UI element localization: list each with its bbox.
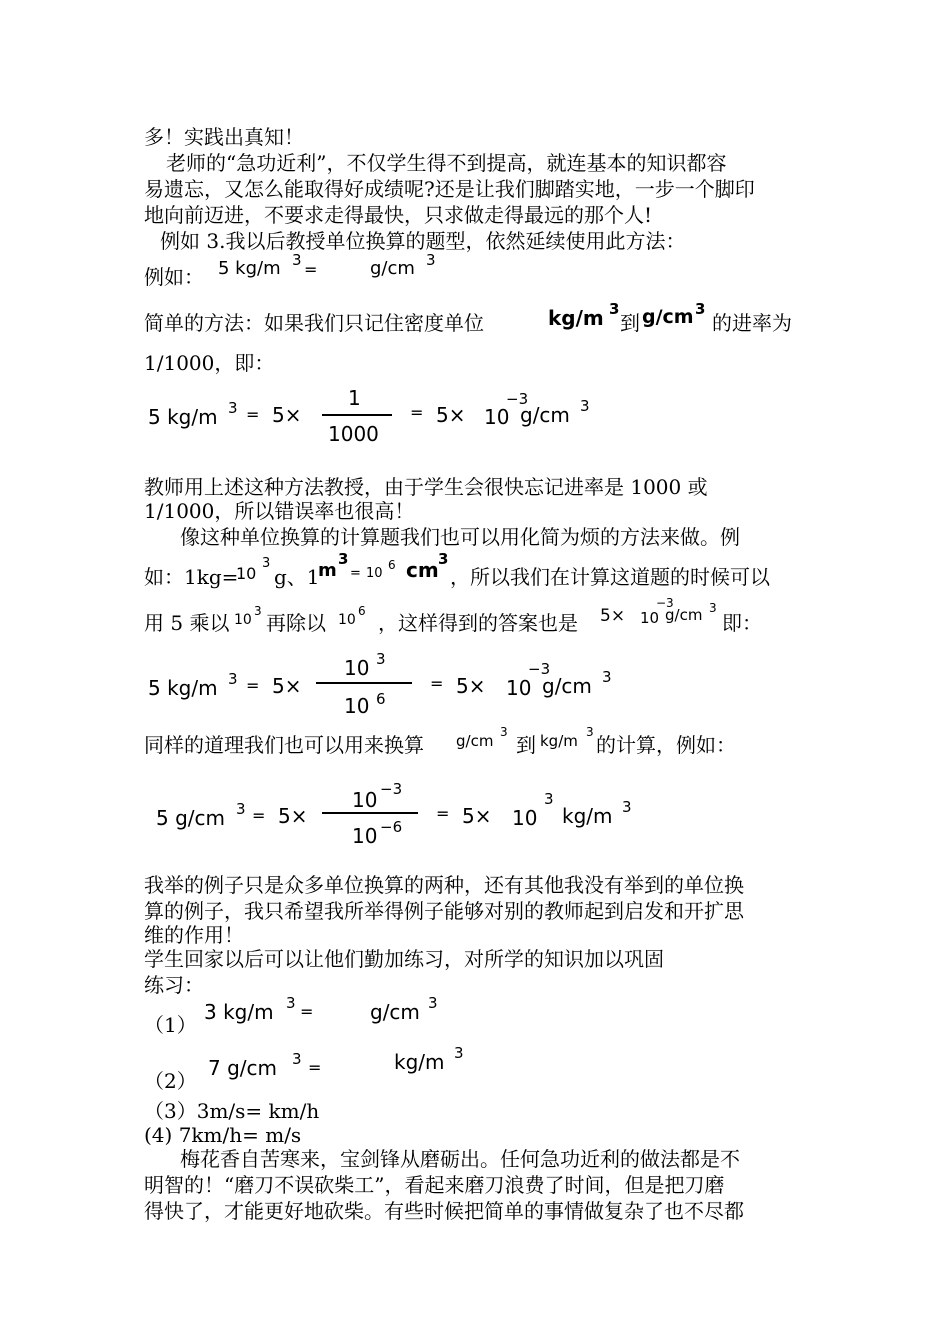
math-term: 5 kg/m [218, 258, 281, 279]
paragraph-line: 算的例子，我只希望我所举得例子能够对别的教师起到启发和开扩思 [144, 899, 744, 923]
superscript: 3 [338, 550, 349, 568]
superscript: 3 [438, 550, 449, 568]
math-term: g/cm [665, 606, 703, 624]
superscript: 3 [236, 800, 246, 818]
text-span: ，这样得到的答案也是 [378, 611, 578, 635]
text-span: 的进率为 [712, 311, 792, 335]
superscript: 6 [388, 558, 396, 572]
superscript: 3 [292, 251, 302, 269]
math-term: 10 [640, 609, 660, 627]
math-term: cm [406, 558, 439, 582]
paragraph-line [144, 310, 484, 336]
paragraph-line: 老师的“急功近利”，不仅学生得不到提高，就连基本的知识都容 [166, 151, 727, 175]
denominator: 1000 [328, 422, 379, 446]
math-term: 5× [272, 403, 302, 427]
paragraph-line: 例如 3.我以后教授单位换算的题型，依然延续使用此方法： [160, 229, 686, 253]
math-term: kg/m [548, 306, 604, 330]
exercise-number: （1） [144, 1013, 197, 1037]
text-span: 再除以 [266, 611, 326, 635]
superscript: 3 [228, 399, 238, 417]
paragraph-line: 得快了，才能更好地砍柴。有些时候把简单的事情做复杂了也不尽都 [144, 1199, 744, 1223]
math-term: 5× [462, 804, 492, 828]
superscript: −6 [380, 818, 403, 836]
fraction-bar [316, 682, 412, 684]
superscript: 3 [622, 798, 632, 816]
paragraph-line: 学生回家以后可以让他们勤加练习，对所学的知识加以巩固 [144, 947, 664, 971]
text-span: 简单的方法：如果我们只记住密度单位 [144, 311, 484, 335]
superscript: −3 [380, 780, 403, 798]
superscript: 6 [376, 690, 386, 708]
math-term: g/cm [520, 403, 570, 427]
equals-sign: = [436, 804, 450, 823]
exercise-line: （3）3m/s= km/h [144, 1099, 320, 1123]
paragraph-line: 梅花香自苦寒来，宝剑锋从磨砺出。任何急功近利的做法都是不 [180, 1147, 740, 1171]
math-term: kg/m [540, 732, 578, 750]
exercise-line: (4) 7km/h= m/s [144, 1123, 302, 1147]
superscript: 3 [580, 397, 590, 415]
superscript: −3 [506, 390, 529, 408]
text-span: 如：1kg= [144, 565, 239, 589]
text-span: 的计算，例如： [596, 733, 736, 757]
superscript: 3 [586, 725, 594, 739]
math-term: 5 kg/m [148, 676, 218, 700]
math-expression [218, 258, 281, 279]
math-term: kg/m [562, 804, 613, 828]
text-span: g、1 [274, 565, 320, 589]
math-term: 5× [436, 403, 466, 427]
math-term: 5 kg/m [148, 405, 218, 429]
denominator: 10 [352, 824, 378, 848]
math-term: 10 [234, 612, 252, 628]
numerator: 10 [352, 788, 378, 812]
paragraph-line: 地向前迈进，不要求走得最快，只求做走得最远的那个人! [144, 203, 653, 227]
math-term: g/cm [370, 258, 415, 279]
superscript: 6 [358, 604, 366, 618]
math-term: 10 [236, 564, 257, 583]
superscript: −3 [528, 660, 551, 678]
fraction-bar [322, 414, 392, 416]
paragraph-line: 1/1000，所以错误率也很高！ [144, 499, 415, 523]
paragraph-line: 易遗忘，又怎么能取得好成绩呢?还是让我们脚踏实地，一步一个脚印 [144, 177, 755, 201]
text-span: ，所以我们在计算这道题的时候可以 [450, 565, 770, 589]
paragraph-line: 多！实践出真知！ [144, 125, 304, 149]
superscript: 3 [695, 300, 706, 318]
math-term: g/cm [456, 732, 494, 750]
paragraph-line: 维的作用！ [144, 923, 244, 947]
math-term: 10 [512, 806, 538, 830]
numerator: 10 [344, 656, 370, 680]
superscript: −3 [656, 596, 674, 610]
paragraph-line: 教师用上述这种方法教授，由于学生会很快忘记进率是 1000 或 [144, 475, 708, 499]
math-term: 10 [338, 612, 356, 628]
math-term: kg/m [394, 1050, 445, 1074]
text-span: 到 [516, 733, 536, 757]
math-term: 5× [456, 674, 486, 698]
equals-sign: = [300, 1002, 314, 1021]
text-span: 即： [722, 611, 762, 635]
equals-sign: = [246, 676, 260, 695]
equals-sign: = [252, 806, 266, 825]
example-label: 例如： [144, 265, 204, 289]
math-term: 10 [506, 676, 532, 700]
superscript: 3 [428, 994, 438, 1012]
equals-sign: = [430, 674, 444, 693]
math-term: g/cm [370, 1000, 420, 1024]
equals-sign: = [304, 260, 318, 279]
denominator: 10 [344, 694, 370, 718]
paragraph-line: 我举的例子只是众多单位换算的两种，还有其他我没有举到的单位换 [144, 873, 744, 897]
superscript: 3 [500, 725, 508, 739]
math-term: 5× [600, 606, 626, 626]
superscript: 3 [254, 604, 262, 618]
superscript: 3 [709, 601, 717, 615]
paragraph-line: 明智的！“磨刀不误砍柴工”，看起来磨刀浪费了时间，但是把刀磨 [144, 1173, 725, 1197]
fraction-bar [322, 812, 418, 814]
math-term: 7 g/cm [208, 1056, 277, 1080]
exercise-number: （2） [144, 1069, 197, 1093]
superscript: 3 [609, 300, 620, 318]
math-term: g/cm [642, 306, 694, 328]
math-term: 3 kg/m [204, 1000, 274, 1024]
math-term: 5× [278, 804, 308, 828]
paragraph-line: 1/1000，即： [144, 351, 275, 375]
superscript: 3 [544, 790, 554, 808]
text-span: 到 [620, 311, 640, 335]
text-span: 同样的道理我们也可以用来换算 [144, 733, 424, 757]
text-span: 用 5 乘以 [144, 611, 230, 635]
superscript: 3 [602, 668, 612, 686]
superscript: 3 [262, 556, 271, 571]
superscript: 3 [286, 994, 296, 1012]
superscript: 3 [376, 650, 386, 668]
equals-sign: = [246, 405, 260, 424]
math-term: g/cm [542, 674, 592, 698]
equals-sign: = [308, 1058, 322, 1077]
math-term: m [318, 560, 337, 581]
numerator: 1 [348, 386, 361, 410]
math-term: 5 g/cm [156, 806, 225, 830]
superscript: 3 [454, 1044, 464, 1062]
math-term: 10 [484, 405, 510, 429]
practice-heading: 练习： [144, 973, 204, 997]
equals-sign: = [410, 403, 424, 422]
superscript: 3 [228, 670, 238, 688]
math-term: 5× [272, 674, 302, 698]
superscript: 3 [292, 1050, 302, 1068]
math-term: 10 [366, 566, 383, 581]
paragraph-line: 像这种单位换算的计算题我们也可以用化简为烦的方法来做。例 [180, 525, 740, 549]
equals-sign: = [350, 566, 361, 581]
superscript: 3 [426, 251, 436, 269]
